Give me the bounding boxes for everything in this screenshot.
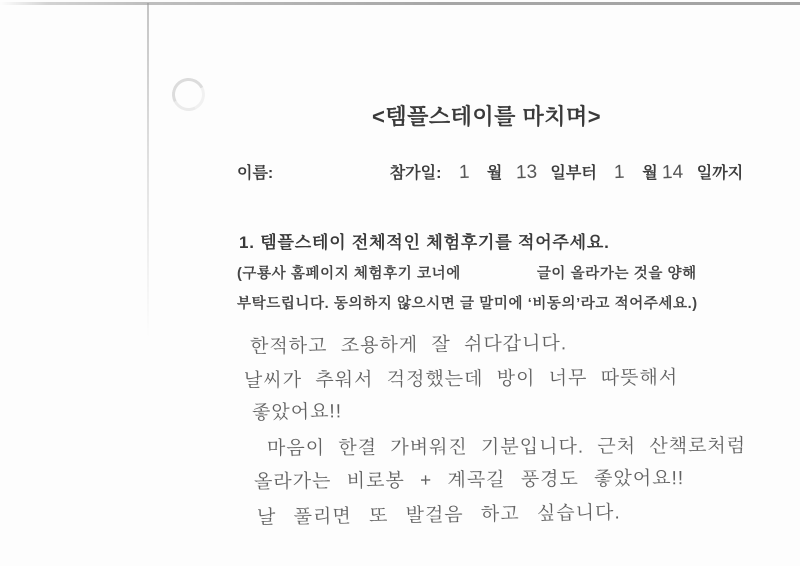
to-suffix: 일까지 (696, 165, 744, 182)
paper-edge-line (147, 3, 149, 338)
handwritten-day-2: 14 (661, 161, 684, 184)
handwritten-line: 한적하고 조용하게 잘 쉬다갑니다. (249, 333, 568, 358)
handwritten-line: 날 풀리면 또 발걸음 하고 싶습니다. (256, 502, 621, 529)
handwritten-day-1: 13 (515, 161, 538, 184)
header-meta-row (237, 160, 777, 184)
handwritten-month-1: 1 (458, 161, 470, 184)
scan-top-edge (0, 2, 800, 5)
handwritten-line: 올라가는 비로봉 + 계곡길 풍경도 좋았어요!! (253, 468, 685, 493)
handwritten-line: 날씨가 추워서 걱정했는데 방이 너무 따뜻해서 (243, 367, 679, 392)
question-1-prompt: 1. 템플스테이 전체적인 체험후기를 적어주세요. (239, 233, 610, 252)
handwritten-line: 마음이 한결 가벼워진 기분입니다. 근처 산책로처럼 (266, 435, 747, 460)
question-note-line-2: 부탁드립니다. 동의하지 않으시면 글 말미에 ‘비동의’라고 적어주세요.) (237, 296, 698, 312)
page-title: <템플스테이를 마치며> (372, 104, 602, 129)
note-line1-left: (구룡사 홈페이지 체험후기 코너에 (237, 266, 461, 282)
handwritten-answer-area (0, 320, 800, 566)
note-line1-right: 글이 올라가는 것을 양해 (536, 266, 697, 282)
hole-punch-mark (168, 74, 210, 116)
handwritten-line: 좋았어요!! (251, 401, 343, 424)
date-label: 참가일: (389, 165, 442, 182)
month-unit-1: 월 (486, 165, 503, 182)
from-suffix: 일부터 (550, 165, 597, 182)
month-unit-2: 월 (642, 165, 658, 182)
name-label: 이름: (237, 165, 274, 182)
question-note-line-1 (237, 262, 697, 283)
handwritten-month-2: 1 (613, 161, 626, 184)
